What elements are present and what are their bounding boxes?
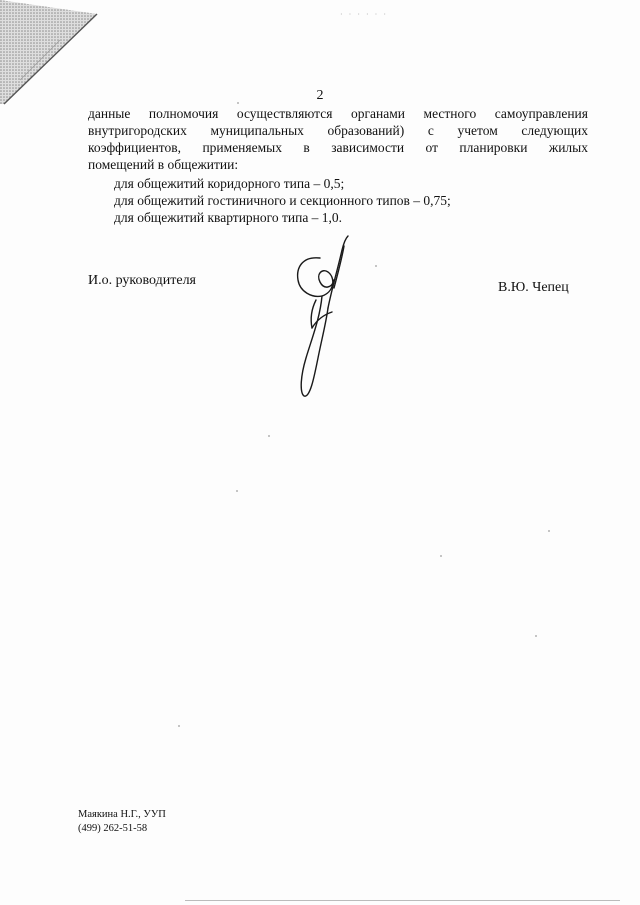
scan-speck bbox=[535, 635, 537, 637]
paragraph-line: помещений в общежитии: bbox=[88, 157, 239, 172]
scan-noise: · · · · · · bbox=[340, 10, 388, 19]
scan-speck bbox=[268, 435, 270, 437]
signatory-name: В.Ю. Чепец bbox=[498, 280, 569, 295]
executor-info bbox=[78, 808, 166, 836]
executor-name: Маякина Н.Г., УУП bbox=[78, 809, 166, 820]
paragraph-line: внутригородских муниципальных образований) с учетом следующих bbox=[88, 123, 588, 138]
signatory-role: И.о. руководителя bbox=[88, 273, 197, 288]
scan-speck bbox=[236, 490, 238, 492]
body-paragraph bbox=[88, 105, 588, 173]
scan-speck bbox=[178, 725, 180, 727]
paragraph-line: коэффициентов, применяемых в зависимости от планировки жилых bbox=[88, 140, 588, 155]
scan-speck bbox=[375, 265, 377, 267]
page-number: 2 bbox=[316, 88, 324, 103]
scan-speck bbox=[440, 555, 442, 557]
list-item: для общежитий коридорного типа – 0,5; bbox=[114, 176, 345, 191]
list-item: для общежитий квартирного типа – 1,0. bbox=[114, 210, 343, 225]
scan-speck bbox=[548, 530, 550, 532]
executor-phone: (499) 262-51-58 bbox=[78, 823, 148, 834]
list-item: для общежитий гостиничного и секционного типов – 0,75; bbox=[114, 193, 451, 208]
handwritten-signature-icon bbox=[282, 228, 362, 403]
paragraph-line: данные полномочия осуществляются органами местного самоуправления bbox=[88, 106, 588, 121]
scan-edge-line bbox=[185, 900, 620, 901]
coefficient-list bbox=[114, 175, 451, 226]
